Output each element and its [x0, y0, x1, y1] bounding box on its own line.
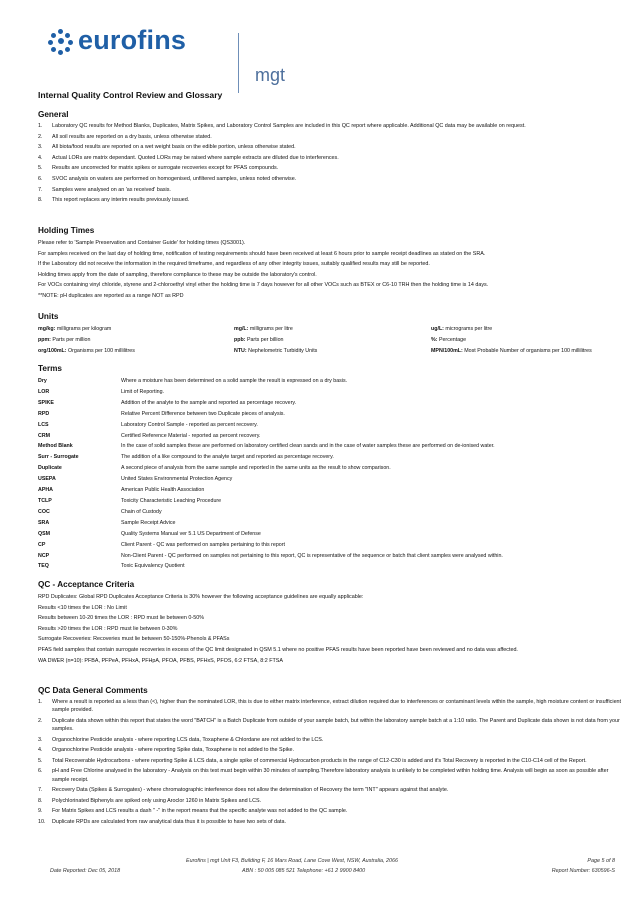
list-item: [38, 757, 627, 765]
unit-entry: [38, 335, 234, 346]
text-line: Results >20 times the LOR : RPD must lie between 0-30%: [38, 625, 178, 632]
footer-address: Eurofins | mgt Unit F3, Building F, 16 Mars Road, Lane Cove West, NSW, Australia, 2066: [186, 858, 399, 864]
unit-symbol: ppm:: [38, 337, 51, 343]
list-item: [38, 807, 627, 815]
list-number: 9.: [38, 808, 43, 815]
unit-entry: [431, 324, 631, 335]
list-item: [38, 143, 627, 151]
list-item-text: Total Recoverable Hydrocarbons - where reporting Spike & LCS data, a single spike of commercial Hydrocarbon products in the range of C12-C30 is added and it's Total Recovery is reported in the C10-C14 cell of the Report.: [52, 757, 587, 764]
list-number: 4.: [38, 154, 43, 161]
term-definition: Client Parent - QC was performed on samples pertaining to this report: [121, 541, 285, 548]
list-item-text: Where a result is reported as a less than (<), higher than the nominated LOR, this is due to either matrix interference, extract dilution required due to interferences or contaminant levels within the sample, high moisture content or insufficient sample provided.: [52, 699, 622, 714]
list-number: 1.: [38, 123, 43, 129]
holding-times-lines: [38, 238, 627, 302]
list-item-text: Samples were analysed on an 'as received' basis.: [52, 186, 171, 193]
unit-description: milligrams per kilogram: [55, 326, 112, 332]
unit-description: Nephelometric Turbidity Units: [246, 348, 318, 354]
text-line: Results between 10-20 times the LOR : RPD must lie between 0-50%: [38, 615, 204, 622]
list-number: 2.: [38, 717, 43, 724]
list-item-text: Recovery Data (Spikes & Surrogates) - where chromatographic interference does not allow the determination of Recovery the term "INT" appears against that analyte.: [52, 787, 449, 794]
text-line: Surrogate Recoveries: Recoveries must lie between 50-150%-Phenols & PFASs: [38, 636, 230, 643]
units-grid: [38, 324, 627, 357]
term-key: USEPA: [38, 476, 56, 483]
unit-entry: [38, 346, 234, 357]
term-definition: Sample Receipt Advice: [121, 519, 176, 526]
term-key: Surr - Surrogate: [38, 454, 79, 461]
unit-entry: [234, 324, 431, 335]
term-key: APHA: [38, 487, 54, 494]
list-item: [38, 186, 627, 194]
list-item-text: Duplicate RPDs are calculated from raw analytical data thus it is possible to have two sets of data.: [52, 818, 287, 825]
text-line: PFAS field samples that contain surrogate recoveries in excess of the QC limit designated in QSM 5.1 where no positive PFAS results have been reported have been reviewed and no data was affected.: [38, 646, 518, 653]
list-item: [38, 786, 627, 794]
table-row: [38, 507, 503, 518]
unit-symbol: ug/L:: [431, 326, 444, 332]
term-key: TCLP: [38, 497, 52, 504]
term-definition: The addition of a like compound to the analyte target and reported as percentage recovery.: [121, 454, 334, 461]
list-item-text: Organochlorine Pesticide analysis - where reporting Spike data, Toxaphene is not added to the Spike.: [52, 747, 295, 754]
term-key: COC: [38, 508, 50, 515]
term-key: RPD: [38, 410, 50, 417]
comments-section: [38, 686, 627, 829]
term-key: Dry: [38, 378, 47, 384]
list-number: 7.: [38, 186, 43, 193]
term-definition: Laboratory Control Sample - reported as percent recovery.: [121, 421, 258, 428]
list-number: 10.: [38, 818, 46, 825]
holding-times-heading: Holding Times: [38, 226, 95, 235]
list-number: 6.: [38, 175, 43, 182]
list-item: [38, 154, 627, 162]
term-definition: Quality Systems Manual ver 5.1 US Department of Defense: [121, 530, 261, 537]
unit-description: Percentage: [437, 337, 467, 343]
term-key: LCS: [38, 421, 49, 428]
acceptance-lines: [38, 592, 627, 666]
table-row: [38, 518, 503, 529]
term-key: LOR: [38, 388, 50, 395]
table-row: [38, 485, 503, 496]
list-item: [38, 746, 627, 754]
table-row: [38, 452, 503, 463]
footer-report-number: Report Number: 630596-S: [551, 868, 615, 874]
unit-entry: [234, 335, 431, 346]
unit-description: milligrams per litre: [248, 326, 293, 332]
table-row: [38, 441, 503, 452]
unit-symbol: %:: [431, 337, 438, 343]
table-row: [38, 561, 503, 572]
text-line: Holding times apply from the date of sampling, therefore compliance to these may be outside the laboratory's control.: [38, 271, 317, 278]
list-item: [38, 818, 627, 826]
table-row: [38, 420, 503, 431]
unit-symbol: org/100mL:: [38, 348, 67, 354]
terms-table: [38, 376, 503, 572]
term-definition: Addition of the analyte to the sample and reported as percentage recovery.: [121, 399, 297, 406]
table-row: [38, 398, 503, 409]
acceptance-heading: QC - Acceptance Criteria: [38, 580, 135, 589]
term-definition: Toxic Equivalency Quotient: [121, 563, 185, 570]
term-key: Duplicate: [38, 465, 62, 472]
term-key: SPIKE: [38, 399, 54, 406]
term-definition: American Public Health Association: [121, 487, 205, 494]
table-row: [38, 409, 503, 420]
list-item-text: All soil results are reported on a dry basis, unless otherwise stated.: [52, 133, 212, 140]
text-line: Please refer to 'Sample Preservation and Container Guide' for holding times (QS3001).: [38, 240, 246, 246]
logo-subbrand: mgt: [255, 65, 286, 85]
list-item: [38, 767, 627, 783]
terms-heading: Terms: [38, 364, 62, 373]
list-item: [38, 133, 627, 141]
general-list: [38, 122, 627, 204]
list-item-text: All biota/food results are reported on a wet weight basis on the edible portion, unless otherwise stated.: [52, 144, 296, 151]
table-row: [38, 474, 503, 485]
unit-description: Organisms per 100 millilitres: [66, 348, 135, 354]
term-definition: United States Environmental Protection Agency: [121, 476, 233, 483]
units-section: [38, 312, 627, 357]
list-number: 7.: [38, 787, 43, 794]
unit-entry: [38, 324, 234, 335]
unit-entry: [234, 346, 431, 357]
list-item-text: For Matrix Spikes and LCS results a dash " -" in the report means that the specific analyte was not added to the QC sample.: [52, 808, 348, 815]
term-definition: Limit of Reporting.: [121, 388, 164, 395]
text-line: If the Laboratory did not receive the information in the required timeframe, and regardless of any other integrity issues, suitably qualified results may still be reported.: [38, 261, 430, 268]
logo-wordmark: eurofins: [78, 25, 187, 55]
unit-description: Parts per billion: [245, 337, 284, 343]
term-key: CRM: [38, 432, 51, 439]
unit-entry: [431, 346, 631, 357]
text-line: For samples received on the last day of holding time, notification of testing requirements should have been received at least 6 hours prior to sample receipt deadlines as stated on the SRA.: [38, 250, 486, 257]
list-number: 6.: [38, 768, 43, 775]
list-item-text: Results are uncorrected for matrix spikes or surrogate recoveries except for PFAS compounds.: [52, 165, 279, 172]
comments-list: [38, 698, 627, 826]
logo-divider: [238, 33, 239, 93]
list-item: [38, 736, 627, 744]
list-item-text: pH and Free Chlorine analysed in the laboratory - Analysis on this test must begin within 30 minutes of sampling.Therefore laboratory analysis is unlikely to be completed within holding time. Analysis will begin as soon as possible after sample receipt.: [52, 768, 609, 783]
list-item: [38, 196, 627, 204]
unit-description: Parts per million: [50, 337, 91, 343]
table-row: [38, 529, 503, 540]
unit-entry: [431, 335, 631, 346]
unit-symbol: NTU:: [234, 348, 247, 354]
list-item-text: Organochlorine Pesticide analysis - where reporting LCS data, Toxaphene & Chlordane are not added to the LCS.: [52, 736, 324, 743]
text-line: For VOCs containing vinyl chloride, styrene and 2-chloroethyl vinyl ether the holding time is 7 days however for all other VOCs such as BTEX or C6-10 TRH then the holding time is 14 days.: [38, 282, 489, 289]
terms-section: [38, 364, 627, 572]
list-number: 8.: [38, 797, 43, 804]
comments-heading: QC Data General Comments: [38, 686, 148, 695]
list-number: 2.: [38, 133, 43, 140]
table-row: [38, 431, 503, 442]
unit-description: Most Probable Number of organisms per 100 millilitres: [462, 348, 592, 354]
list-item: [38, 698, 627, 714]
term-definition: Relative Percent Difference between two Duplicate pieces of analysis.: [121, 410, 285, 417]
text-line: RPD Duplicates: Global RPD Duplicates Acceptance Criteria is 30% however the following acceptance guidelines are equally applicable:: [38, 594, 364, 600]
unit-symbol: mg/L:: [234, 326, 249, 332]
table-row: [38, 463, 503, 474]
acceptance-section: [38, 580, 627, 666]
term-key: SRA: [38, 519, 50, 526]
term-definition: Non-Client Parent - QC performed on samples not pertaining to this report, QC is representative of the sequence or batch that client samples were analysed within.: [121, 552, 503, 559]
list-item-text: Duplicate data shown within this report that states the word "BATCH" is a Batch Duplicate from outside of your sample batch, but within the laboratory sample batch at a 1:10 ratio. The Parent and Duplicate data shown is not data from your samples.: [52, 717, 620, 732]
logo-dots-icon: [48, 29, 74, 55]
term-key: CP: [38, 541, 46, 548]
term-key: NCP: [38, 552, 50, 559]
table-row: [38, 496, 503, 507]
table-row: [38, 376, 503, 387]
term-definition: Where a moisture has been determined on a solid sample the result is expressed on a dry basis.: [121, 378, 348, 384]
footer-date-reported: Date Reported: Dec 05, 2018: [50, 868, 121, 874]
text-line: Results <10 times the LOR : No Limit: [38, 604, 127, 611]
term-definition: A second piece of analysis from the same sample and reported in the same units as the result to show comparison.: [121, 465, 391, 472]
list-number: 3.: [38, 736, 43, 743]
term-key: TEQ: [38, 563, 49, 570]
unit-symbol: mg/kg:: [38, 326, 56, 332]
list-item-text: Polychlorinated Biphenyls are spiked only using Aroclor 1260 in Matrix Spikes and LCS.: [52, 797, 262, 804]
list-item: [38, 175, 627, 183]
holding-times-section: [38, 226, 627, 302]
term-definition: Chain of Custody: [121, 508, 162, 515]
list-item: [38, 797, 627, 805]
table-row: [38, 387, 503, 398]
list-item-text: SVOC analysis on waters are performed on homogenised, unfiltered samples, unless noted otherwise.: [52, 175, 297, 182]
list-number: 5.: [38, 165, 43, 172]
unit-description: micrograms per litre: [443, 326, 493, 332]
list-item: [38, 717, 627, 733]
list-item-text: Laboratory QC results for Method Blanks, Duplicates, Matrix Spikes, and Laboratory Control Samples are included in this QC report where applicable. Additional QC data may be available on request.: [52, 123, 526, 129]
list-item: [38, 164, 627, 172]
term-definition: Toxicity Characteristic Leaching Procedure: [121, 497, 222, 504]
general-section: [38, 110, 627, 207]
list-number: 4.: [38, 747, 43, 754]
table-row: [38, 551, 503, 562]
term-key: Method Blank: [38, 443, 73, 450]
list-number: 5.: [38, 757, 43, 764]
list-number: 1.: [38, 699, 43, 705]
unit-symbol: MPN/100mL:: [431, 348, 463, 354]
text-line: **NOTE: pH duplicates are reported as a range NOT as RPD: [38, 292, 184, 299]
text-line: WA DWER (n=10): PFBA, PFPeA, PFHxA, PFHpA, PFOA, PFBS, PFHxS, PFOS, 6:2 FTSA, 8:2 FTSA: [38, 657, 283, 664]
footer-contact: ABN : 50 005 085 521 Telephone: +61 2 9900 8400: [242, 868, 366, 874]
term-definition: In the case of solid samples these are performed on laboratory certified clean sands and in the case of water samples these are performed on de-ionised water.: [121, 443, 495, 450]
unit-symbol: ppb:: [234, 337, 246, 343]
units-heading: Units: [38, 312, 59, 321]
list-item-text: Actual LORs are matrix dependant. Quoted LORs may be raised where sample extracts are diluted due to interferences.: [52, 154, 339, 161]
eurofins-logo: [48, 25, 348, 85]
list-number: 3.: [38, 144, 43, 151]
page-title: Internal Quality Control Review and Glossary: [38, 90, 223, 100]
list-item: [38, 122, 627, 130]
list-number: 8.: [38, 197, 43, 204]
general-heading: General: [38, 110, 69, 119]
list-item-text: This report replaces any interim results previously issued.: [52, 197, 190, 204]
table-row: [38, 540, 503, 551]
footer-page-number: Page 5 of 8: [587, 858, 615, 864]
term-definition: Certified Reference Material - reported as percent recovery.: [121, 432, 261, 439]
term-key: QSM: [38, 530, 51, 537]
